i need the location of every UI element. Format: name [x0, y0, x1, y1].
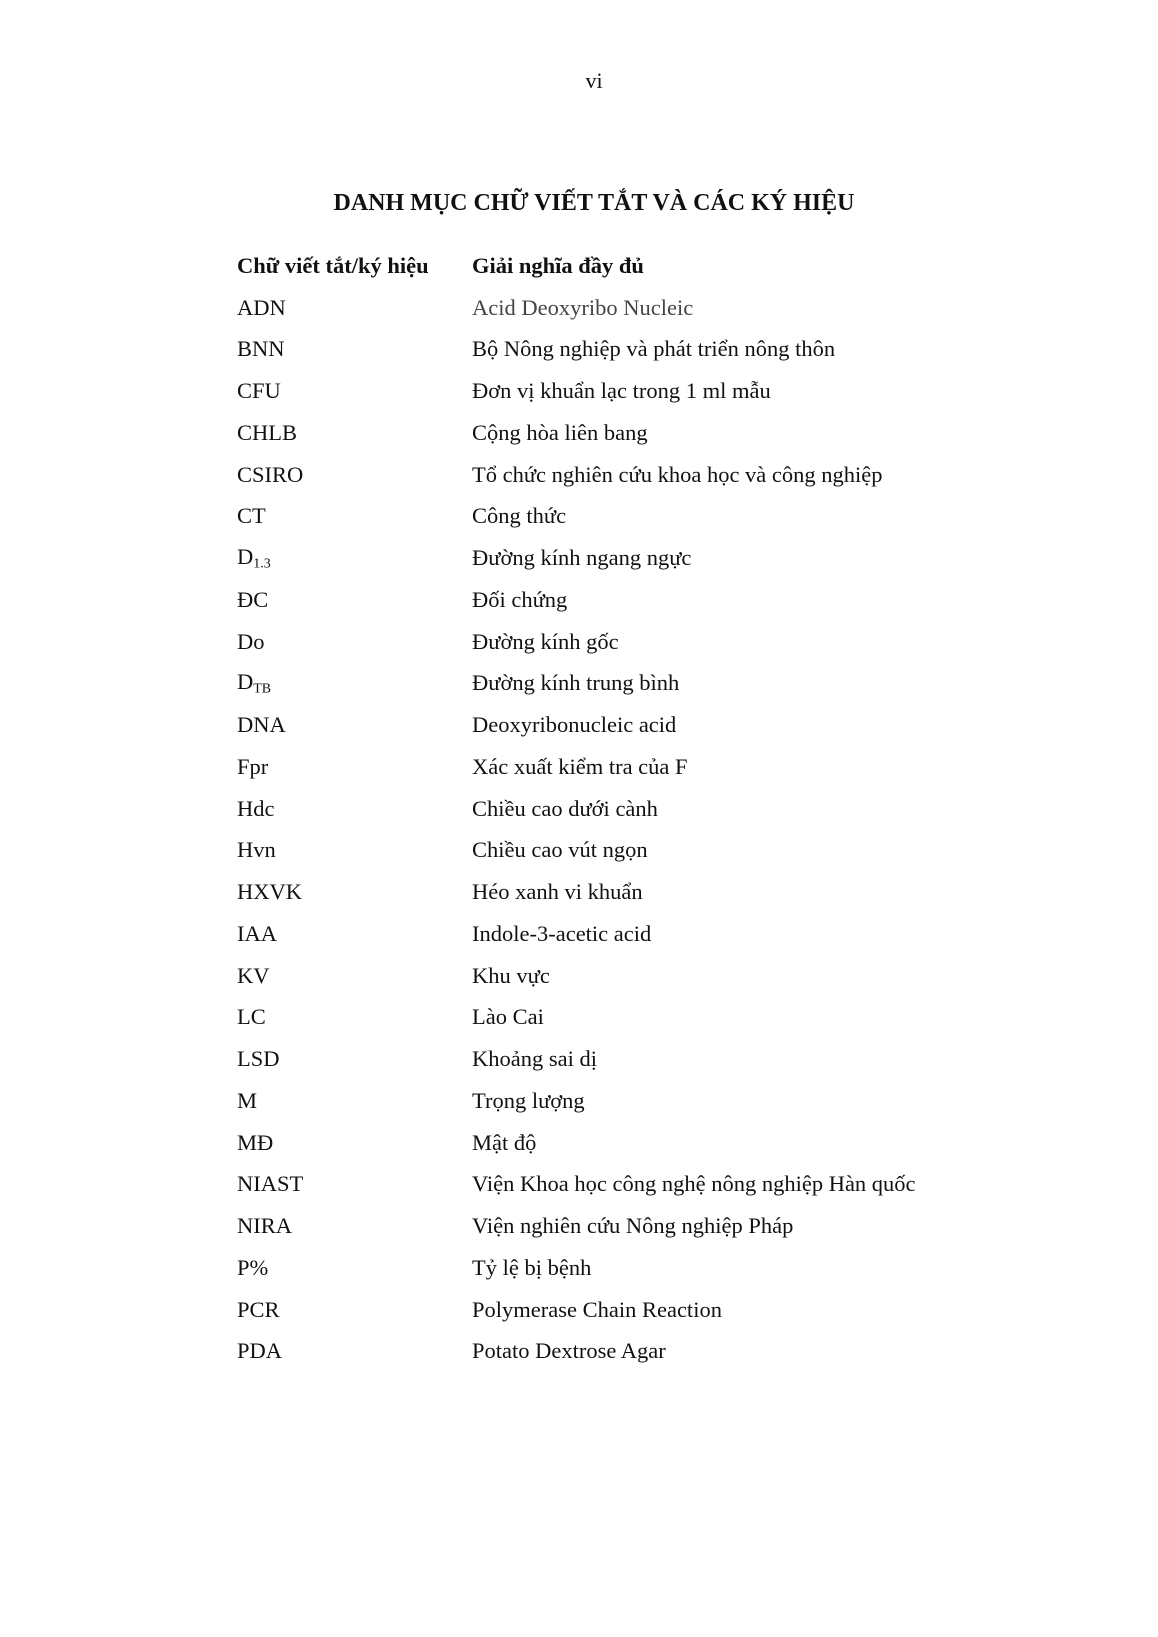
table-row — [237, 329, 1117, 371]
abbreviation-text: CSIRO — [237, 461, 304, 487]
table-row — [237, 454, 1117, 496]
abbreviation-text: D — [237, 543, 254, 569]
definition-cell: Xác xuất kiểm tra của F — [472, 753, 688, 779]
abbreviation-cell — [237, 544, 472, 572]
abbreviation-text: LC — [237, 1004, 266, 1030]
definition-cell: Công thức — [472, 503, 567, 529]
abbreviation-text: P% — [237, 1254, 269, 1280]
table-row — [237, 287, 1117, 329]
abbreviation-cell — [237, 1297, 472, 1323]
definition-cell: Polymerase Chain Reaction — [472, 1296, 722, 1322]
abbreviation-text: HXVK — [237, 879, 302, 905]
definition-cell: Chiều cao vút ngọn — [472, 837, 648, 863]
abbreviation-cell — [237, 963, 472, 989]
page-title: DANH MỤC CHỮ VIẾT TẮT VÀ CÁC KÝ HIỆU — [333, 190, 855, 216]
abbreviation-cell — [237, 1171, 472, 1197]
abbreviation-text: CFU — [237, 378, 281, 404]
abbreviation-cell — [237, 420, 472, 446]
table-body — [237, 287, 1117, 1373]
table-row — [237, 1080, 1117, 1122]
abbreviation-text: M — [237, 1087, 258, 1113]
abbreviation-text: CHLB — [237, 419, 298, 445]
abbreviation-subscript: 1.3 — [253, 556, 271, 572]
abbreviation-text: ĐC — [237, 586, 269, 612]
definition-cell: Đơn vị khuẩn lạc trong 1 ml mẫu — [472, 378, 771, 404]
abbreviation-cell — [237, 796, 472, 822]
abbreviation-cell — [237, 1338, 472, 1364]
abbreviation-text: ADN — [237, 294, 286, 320]
abbreviation-text: Hdc — [237, 795, 275, 821]
abbreviation-cell — [237, 837, 472, 863]
definition-cell: Đường kính gốc — [472, 628, 619, 654]
abbreviation-cell — [237, 712, 472, 738]
abbreviation-cell — [237, 1255, 472, 1281]
abbreviation-text: CT — [237, 503, 266, 529]
page-number: vi — [585, 68, 603, 93]
abbreviation-cell — [237, 503, 472, 529]
definition-cell: Trọng lượng — [472, 1087, 585, 1113]
table-header-row — [237, 245, 1117, 287]
abbreviation-text: Do — [237, 628, 265, 654]
abbreviation-cell — [237, 921, 472, 947]
abbreviation-cell — [237, 295, 472, 321]
table-row — [237, 621, 1117, 663]
definition-cell: Đường kính ngang ngực — [472, 545, 692, 571]
abbreviation-table — [237, 245, 1117, 1372]
definition-cell: Đường kính trung bình — [472, 670, 680, 696]
definition-cell: Đối chứng — [472, 586, 568, 612]
table-row — [237, 1205, 1117, 1247]
definition-cell: Héo xanh vi khuẩn — [472, 879, 643, 905]
abbreviation-text: NIRA — [237, 1213, 292, 1239]
definition-cell: Khoảng sai dị — [472, 1046, 597, 1072]
definition-cell: Acid Deoxyribo Nucleic — [472, 294, 694, 320]
abbreviation-text: LSD — [237, 1046, 280, 1072]
abbreviation-cell — [237, 879, 472, 905]
table-row — [237, 1164, 1117, 1206]
abbreviation-text: KV — [237, 962, 270, 988]
definition-cell: Viện Khoa học công nghệ nông nghiệp Hàn quốc — [472, 1171, 916, 1197]
table-row — [237, 1038, 1117, 1080]
definition-cell: Lào Cai — [472, 1004, 544, 1030]
abbreviation-cell — [237, 336, 472, 362]
definition-cell: Tổ chức nghiên cứu khoa học và công nghiệp — [472, 461, 883, 487]
abbreviation-text: DNA — [237, 712, 286, 738]
abbreviation-text: IAA — [237, 920, 277, 946]
table-row — [237, 496, 1117, 538]
abbreviation-text: MĐ — [237, 1129, 274, 1155]
abbreviation-cell — [237, 629, 472, 655]
abbreviation-text: NIAST — [237, 1171, 304, 1197]
definition-cell: Khu vực — [472, 962, 550, 988]
definition-cell: Tỷ lệ bị bệnh — [472, 1254, 592, 1280]
header-abbreviation: Chữ viết tắt/ký hiệu — [237, 252, 429, 278]
abbreviation-cell — [237, 1130, 472, 1156]
abbreviation-cell — [237, 587, 472, 613]
abbreviation-cell — [237, 1213, 472, 1239]
abbreviation-cell — [237, 1046, 472, 1072]
table-row — [237, 913, 1117, 955]
definition-cell: Mật độ — [472, 1129, 537, 1155]
definition-cell: Indole-3-acetic acid — [472, 920, 652, 946]
definition-cell: Chiều cao dưới cành — [472, 795, 658, 821]
definition-cell: Bộ Nông nghiệp và phát triển nông thôn — [472, 336, 836, 362]
table-row — [237, 412, 1117, 454]
abbreviation-cell — [237, 1004, 472, 1030]
table-row — [237, 704, 1117, 746]
table-row — [237, 663, 1117, 705]
table-row — [237, 997, 1117, 1039]
abbreviation-cell — [237, 462, 472, 488]
abbreviation-text: Hvn — [237, 837, 276, 863]
table-row — [237, 579, 1117, 621]
definition-cell: Deoxyribonucleic acid — [472, 712, 677, 738]
table-row — [237, 1247, 1117, 1289]
definition-cell: Cộng hòa liên bang — [472, 419, 648, 445]
abbreviation-text: PCR — [237, 1296, 280, 1322]
table-row — [237, 871, 1117, 913]
table-row — [237, 1289, 1117, 1331]
abbreviation-cell — [237, 378, 472, 404]
definition-cell: Potato Dextrose Agar — [472, 1338, 666, 1364]
table-row — [237, 537, 1117, 579]
abbreviation-text: Fpr — [237, 753, 269, 779]
table-row — [237, 955, 1117, 997]
definition-cell: Viện nghiên cứu Nông nghiệp Pháp — [472, 1213, 794, 1239]
table-row — [237, 1122, 1117, 1164]
abbreviation-text: PDA — [237, 1338, 283, 1364]
header-definition: Giải nghĩa đầy đủ — [472, 252, 644, 278]
abbreviation-subscript: TB — [253, 681, 272, 697]
table-row — [237, 746, 1117, 788]
abbreviation-text: D — [237, 669, 254, 695]
table-row — [237, 1331, 1117, 1373]
abbreviation-cell — [237, 669, 472, 697]
abbreviation-cell — [237, 1088, 472, 1114]
table-row — [237, 370, 1117, 412]
table-row — [237, 788, 1117, 830]
table-row — [237, 830, 1117, 872]
abbreviation-cell — [237, 754, 472, 780]
abbreviation-text: BNN — [237, 336, 285, 362]
